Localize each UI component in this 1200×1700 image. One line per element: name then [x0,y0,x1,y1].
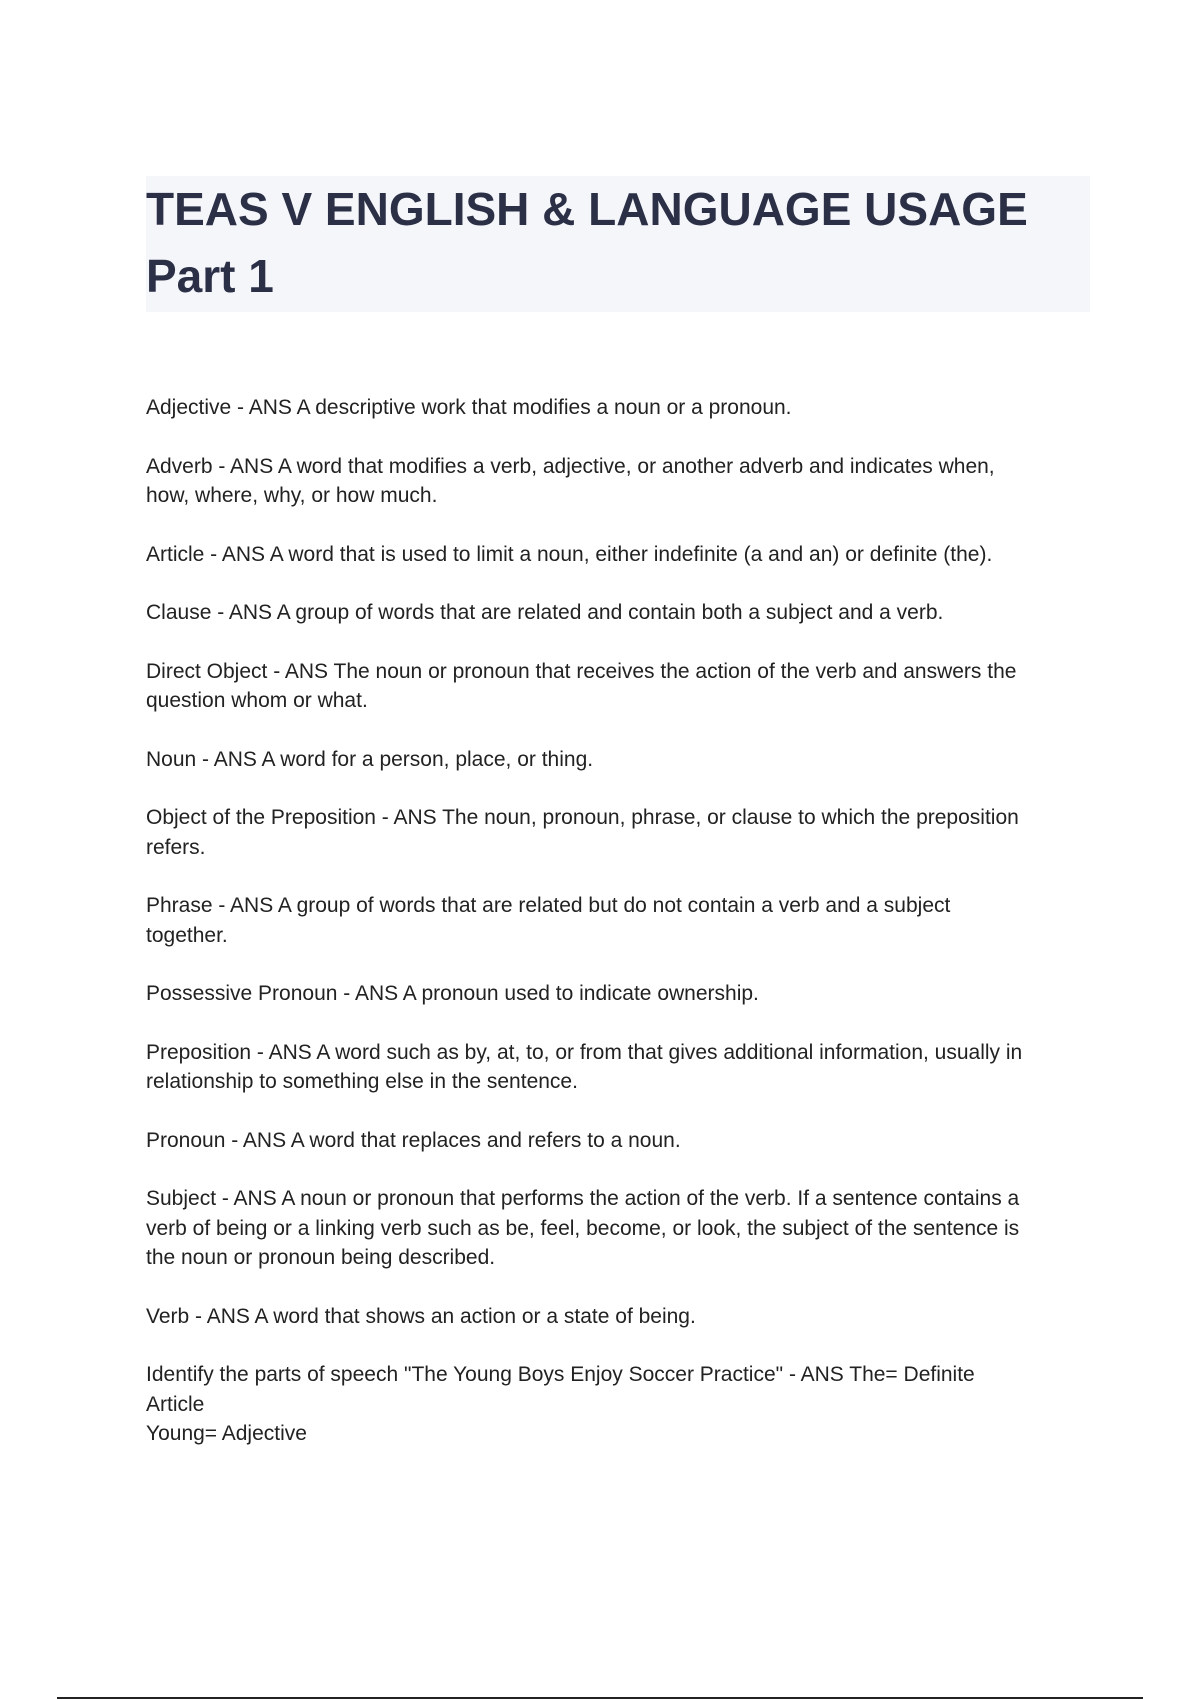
entry-line: the noun or pronoun being described. [146,1246,496,1269]
flashcard-entry [146,1360,1096,1449]
flashcard-entry [146,891,1096,950]
entry-line: relationship to something else in the sentence. [146,1070,578,1093]
footer-divider [57,1697,1143,1699]
flashcard-entry [146,540,1096,570]
flashcard-entry [146,452,1096,511]
flashcard-entry [146,979,1096,1009]
entry-line: Young= Adjective [146,1422,307,1445]
entry-line: Adjective - ANS A descriptive work that modifies a noun or a pronoun. [146,396,792,419]
flashcard-list [146,393,1096,1478]
flashcard-entry [146,1126,1096,1156]
entry-line: verb of being or a linking verb such as be, feel, become, or look, the subject of the sentence is [146,1216,1020,1240]
entry-line: Object of the Preposition - ANS The noun, pronoun, phrase, or clause to which the preposition [146,806,1019,829]
flashcard-entry [146,1302,1096,1332]
entry-line: question whom or what. [146,689,368,712]
flashcard-entry [146,657,1096,716]
flashcard-entry [146,598,1096,628]
entry-line: Article [146,1392,205,1416]
entry-line: Article - ANS A word that is used to limit a noun, either indefinite (a and an) or definite (the). [146,542,993,566]
entry-line: Direct Object - ANS The noun or pronoun that receives the action of the verb and answers the [146,659,1017,683]
entry-line: Pronoun - ANS A word that replaces and refers to a noun. [146,1128,681,1152]
entry-line: Preposition - ANS A word such as by, at, to, or from that gives additional information, usually in [146,1040,1023,1064]
flashcard-entry [146,803,1096,862]
flashcard-entry [146,745,1096,775]
entry-line: refers. [146,835,206,859]
entry-line: Noun - ANS A word for a person, place, or thing. [146,747,594,771]
entry-line: Identify the parts of speech "The Young Boys Enjoy Soccer Practice" - ANS The= Definite [146,1363,975,1386]
flashcard-entry [146,393,1096,423]
entry-line: Adverb - ANS A word that modifies a verb, adjective, or another adverb and indicates when, [146,454,995,478]
entry-line: together. [146,923,228,947]
entry-line: Possessive Pronoun - ANS A pronoun used to indicate ownership. [146,982,759,1005]
flashcard-entry [146,1184,1096,1273]
entry-line: Verb - ANS A word that shows an action or a state of being. [146,1304,696,1328]
page-title: TEAS V ENGLISH & LANGUAGE USAGE Part 1 [146,183,1028,302]
entry-line: Clause - ANS A group of words that are related and contain both a subject and a verb. [146,601,944,624]
entry-line: Phrase - ANS A group of words that are related but do not contain a verb and a subject [146,894,951,917]
entry-line: how, where, why, or how much. [146,484,438,507]
title-banner [146,176,1090,312]
entry-line: Subject - ANS A noun or pronoun that performs the action of the verb. If a sentence contains a [146,1187,1020,1210]
flashcard-entry [146,1038,1096,1097]
